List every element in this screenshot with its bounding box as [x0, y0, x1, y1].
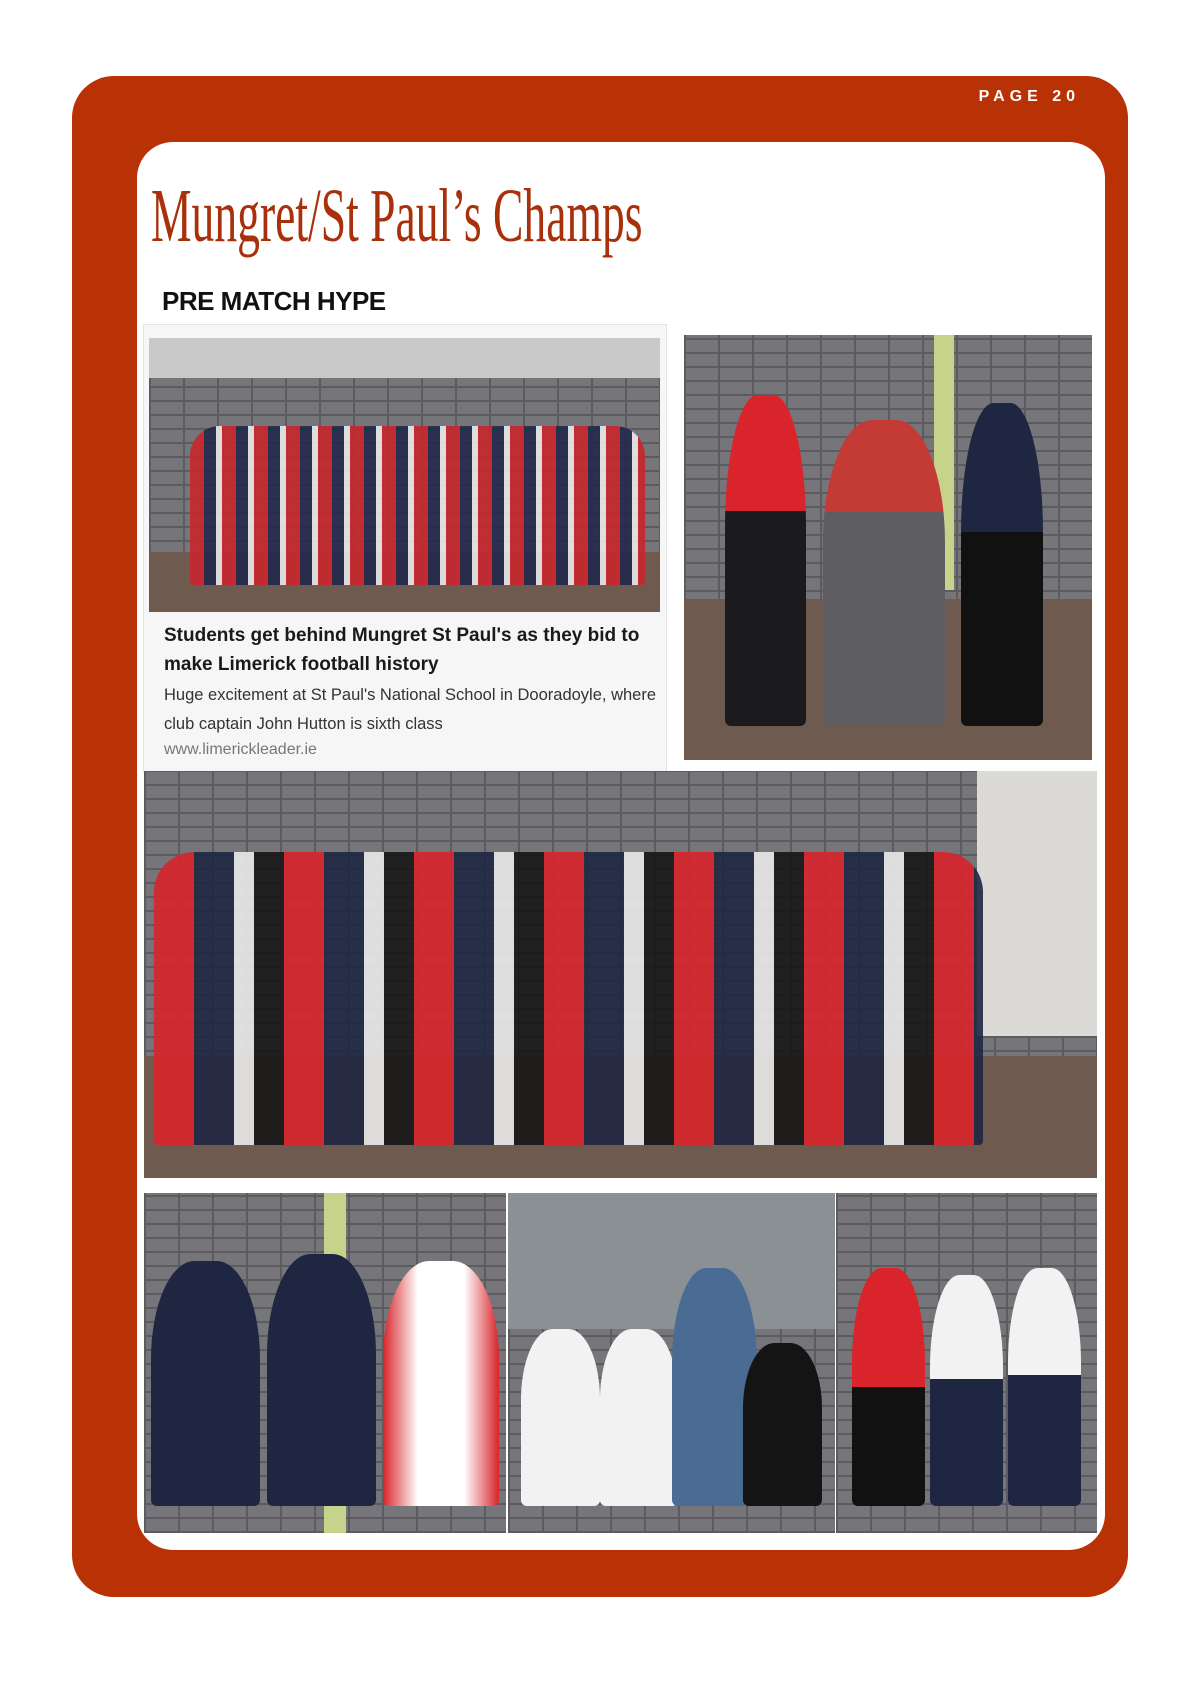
page-title: Mungret/St Paul’s Champs — [151, 174, 643, 258]
section-heading: PRE MATCH HYPE — [162, 286, 386, 316]
photo-boys-with-man-in-suit — [508, 1193, 835, 1533]
article-link-card[interactable] — [143, 324, 667, 773]
photo-three-girls-red-white — [836, 1193, 1097, 1533]
photo-whole-class-group — [144, 771, 1097, 1178]
page-number: PAGE 20 — [978, 88, 1080, 105]
article-photo-group-cheering — [149, 338, 660, 612]
article-description: Huge excitement at St Paul's National School in Dooradoyle, where club captain John Hutton is sixth class — [164, 686, 657, 733]
photo-three-girls — [144, 1193, 506, 1533]
article-source-link[interactable]: www.limerickleader.ie — [164, 741, 317, 758]
photo-player-with-two-girls — [684, 335, 1092, 760]
article-headline[interactable]: Students get behind Mungret St Paul's as they bid to make Limerick football history — [164, 625, 640, 675]
